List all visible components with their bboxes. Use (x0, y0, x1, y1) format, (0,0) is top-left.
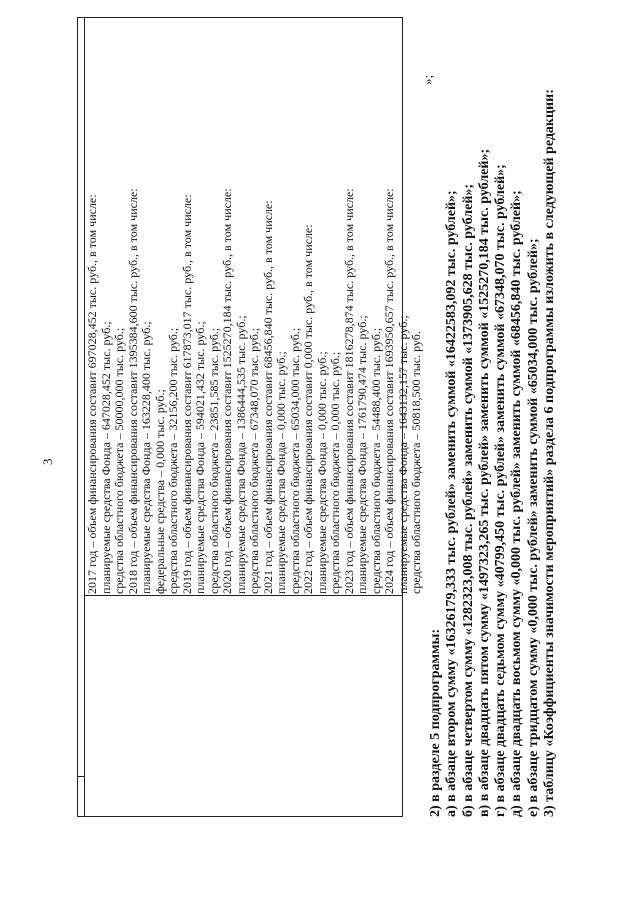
paragraph-line: 2) в разделе 5 подпрограммы: (428, 628, 443, 817)
table-line: 2022 год – объем финансирования составит 0,000 тыс. руб., в том числе: (301, 224, 315, 594)
table-line: 2024 год – объем финансирования составит 1693950,657 тыс. руб., в том числе: (382, 188, 396, 594)
table-line: планируемые средства Фонда – 594021,432 тыс. руб.; (193, 321, 207, 594)
table-line: планируемые средства Фонда – 163228,400 тыс. руб.; (139, 321, 153, 594)
table-line: средства областного бюджета – 67348,070 тыс. руб.; (247, 327, 261, 594)
table-line: планируемые средства Фонда – 1761790,474 тыс. руб.; (355, 315, 369, 594)
closing-quote: »; (420, 74, 435, 85)
table-line: планируемые средства Фонда – 1643132,157 тыс. руб.; (395, 315, 410, 594)
table-line: средства областного бюджета – 54488,400 тыс. руб.; (368, 327, 383, 594)
table-line: 2018 год – объем финансирования составит 1395384,600 тыс. руб., в том числе: (125, 188, 140, 594)
paragraph-line: д) в абзаце двадцать восьмом сумму «0,000 тыс. рублей» заменить суммой «68456,840 тыс. рублей»; (509, 190, 525, 817)
paragraph-line: 3) таблицу «Коэффициенты значимости мероприятий» раздела 6 подпрограммы изложить в следующей редакции: (542, 89, 558, 817)
paragraph-line: б) в абзаце четвертом сумму «1282323,008 тыс. рублей» заменить суммой «1373905,628 тыс. рублей»; (460, 183, 476, 817)
table-line: средства областного бюджета – 50818,500 тыс. руб. (409, 331, 423, 594)
paragraph-line: а) в абзаце втором сумму «16326179,333 тыс. рублей» заменить суммой «16422583,092 тыс. рублей»; (444, 190, 460, 817)
amendment-paragraphs (428, 17, 558, 817)
table-line: средства областного бюджета – 32156,200 тыс. руб.; (166, 327, 180, 594)
table-line: 2019 год – объем финансирования составит 617873,017 тыс. руб., в том числе: (179, 194, 194, 594)
table-column-border (84, 595, 402, 596)
table-line: средства областного бюджета – 0,000 тыс. руб.; (328, 351, 342, 594)
table-line: планируемые средства Фонда – 647028,452 тыс. руб.; (98, 321, 113, 594)
table-cell-border (78, 776, 84, 817)
table-line: 2017 год – объем финансирования составит 697028,452 тыс. руб., в том числе: (85, 194, 99, 594)
table-line: федеральные средства – 0,000 тыс. руб.; (152, 389, 167, 594)
table-line: средства областного бюджета – 23851,585 тыс. руб.; (206, 327, 221, 594)
table-line: планируемые средства Фонда – 0,000 тыс. руб.; (274, 351, 288, 594)
page-number: 3 (40, 458, 55, 465)
paragraph-line: е) в абзаце тридцатом сумму «0,000 тыс. рублей» заменить суммой «65034,000 тыс. рублей»; (525, 238, 541, 817)
table-line: планируемые средства Фонда – 0,000 тыс. руб.; (314, 351, 329, 594)
financing-table (77, 17, 423, 817)
table-line: средства областного бюджета – 50000,000 тыс. руб.; (112, 327, 126, 594)
paragraph-line: г) в абзаце двадцать седьмом сумму «40799,450 тыс. рублей» заменить суммой «67348,070 тыс. рублей»; (493, 164, 509, 817)
table-line: средства областного бюджета – 65034,000 тыс. руб.; (287, 327, 302, 594)
table-line: 2023 год – объем финансирования составит 1816278,874 тыс. руб., в том числе: (341, 188, 356, 594)
paragraph-line: в) в абзаце двадцать пятом сумму «1497323,265 тыс. рублей» заменить суммой «1525270,184 тыс. рублей»; (476, 148, 492, 817)
table-line: 2020 год – объем финансирования составит 1525270,184 тыс. руб., в том числе: (220, 188, 234, 594)
table-line: 2021 год – объем финансирования составит 68456,840 тыс. руб., в том числе: (260, 200, 275, 594)
table-cell-text (85, 21, 424, 594)
table-line: планируемые средства Фонда – 1386444,535 тыс. руб.; (233, 315, 248, 594)
